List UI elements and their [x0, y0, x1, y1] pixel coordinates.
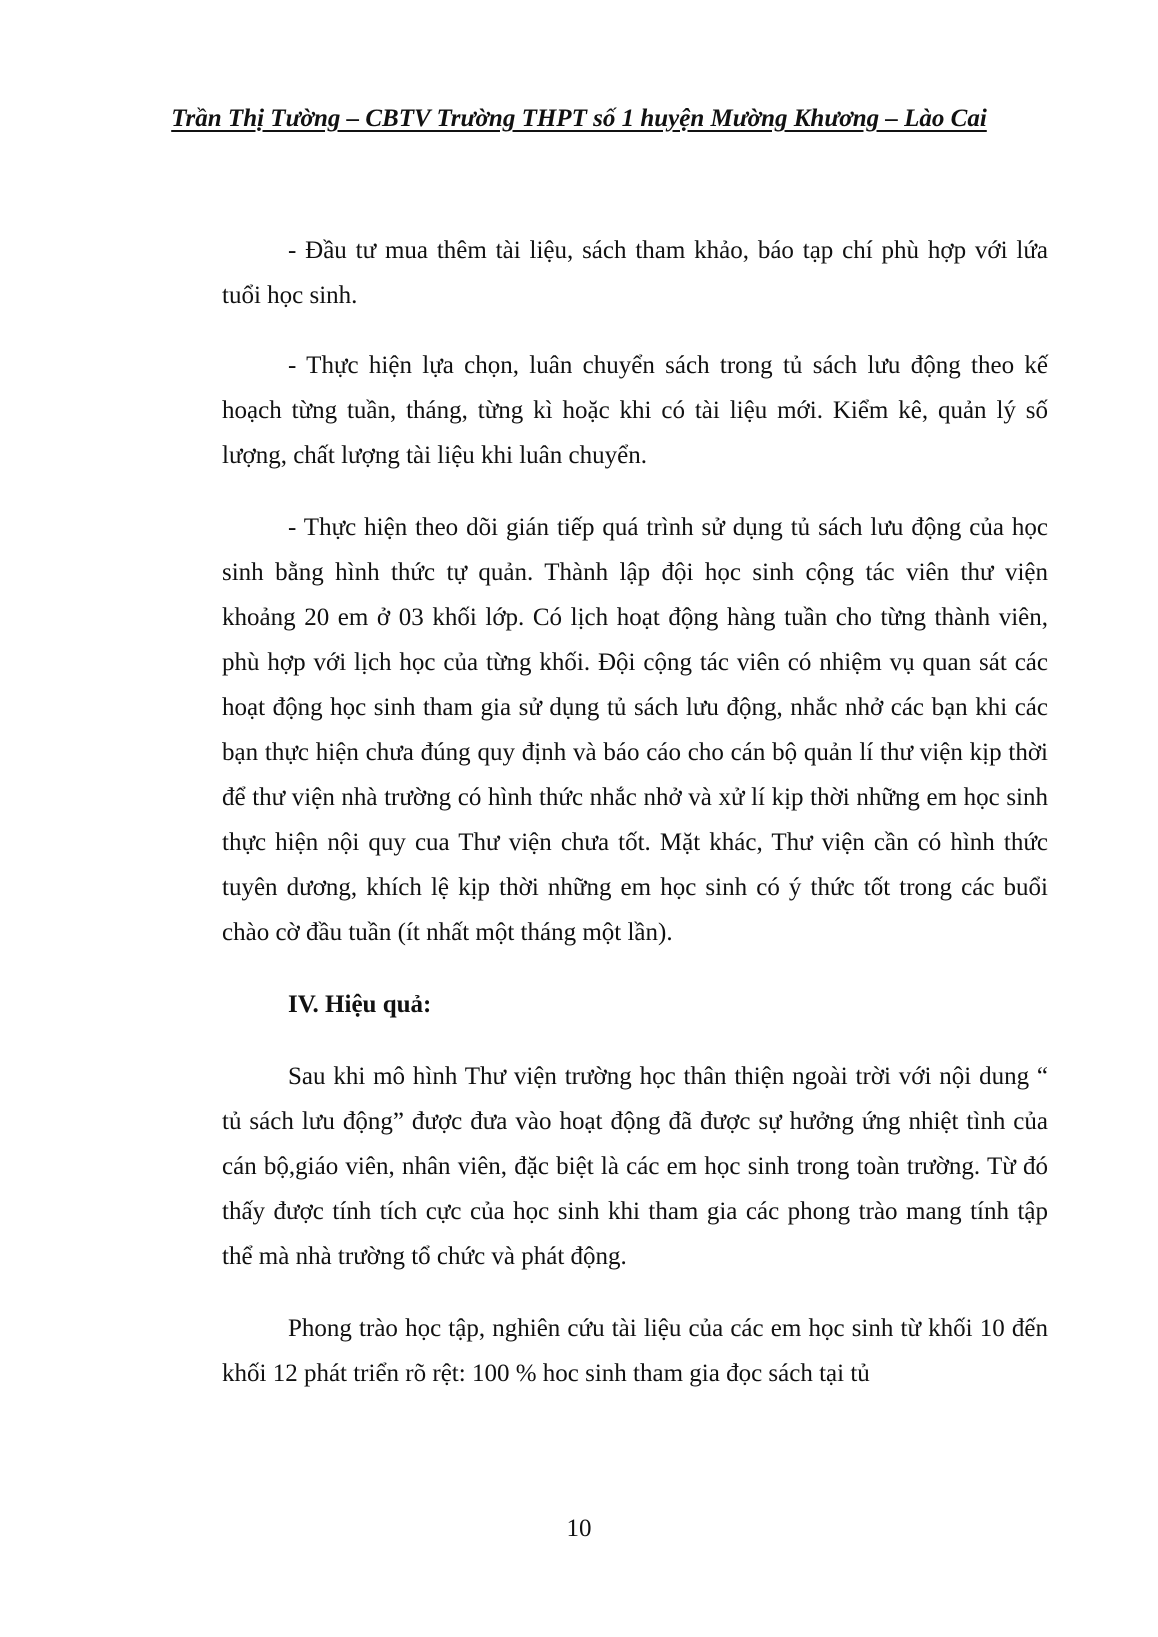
paragraph-study-movement: Phong trào học tập, nghiên cứu tài liệu của các em học sinh từ khối 10 đến khối 12 phát triển rõ rệt: 100 % hoc sinh tham gia đọc sách tại tủ	[222, 1315, 1048, 1387]
page-header: Trần Thị Tường – CBTV Trường THPT số 1 huyện Mường Khương – Lào Cai	[171, 105, 987, 132]
paragraph-results: Sau khi mô hình Thư viện trường học thân thiện ngoài trời với nội dung “ tủ sách lưu động” được đưa vào hoạt động đã được sự hưởng ứng nhiệt tình của cán bộ,giáo viên, nhân viên, đặc biệt là các em học sinh trong toàn trường. Từ đó thấy được tính tích cực của học sinh khi tham gia các phong trào mang tính tập thể mà nhà trường tổ chức và phát động.	[222, 1063, 1048, 1270]
paragraph-rotate-books: - Thực hiện lựa chọn, luân chuyển sách trong tủ sách lưu động theo kế hoạch từng tuần, tháng, từng kì hoặc khi có tài liệu mới. Kiểm kê, quản lý số lượng, chất lượng tài liệu khi luân chuyển.	[222, 352, 1048, 469]
paragraph-monitoring: - Thực hiện theo dõi gián tiếp quá trình sử dụng tủ sách lưu động của học sinh bằng hình thức tự quản. Thành lập đội học sinh cộng tác viên thư viện khoảng 20 em ở 03 khối lớp. Có lịch hoạt động hàng tuần cho từng thành viên, phù hợp với lịch học của từng khối. Đội cộng tác viên có nhiệm vụ quan sát các hoạt động học sinh tham gia sử dụng tủ sách lưu động, nhắc nhở các bạn khi các bạn thực hiện chưa đúng quy định và báo cáo cho cán bộ quản lí thư viện kịp thời để thư viện nhà trường có hình thức nhắc nhở và xử lí kịp thời những em học sinh thực hiện nội quy cua Thư viện chưa tốt. Mặt khác, Thư viện cần có hình thức tuyên dương, khích lệ kịp thời những em học sinh có ý thức tốt trong các buổi chào cờ đầu tuần (ít nhất một tháng một lần).	[222, 514, 1048, 946]
section-heading: IV. Hiệu quả:	[288, 991, 432, 1018]
paragraph-invest-materials: - Đầu tư mua thêm tài liệu, sách tham khảo, báo tạp chí phù hợp với lứa tuổi học sinh.	[222, 237, 1048, 309]
document-body	[222, 228, 1048, 1396]
page-number: 10	[566, 1515, 592, 1542]
